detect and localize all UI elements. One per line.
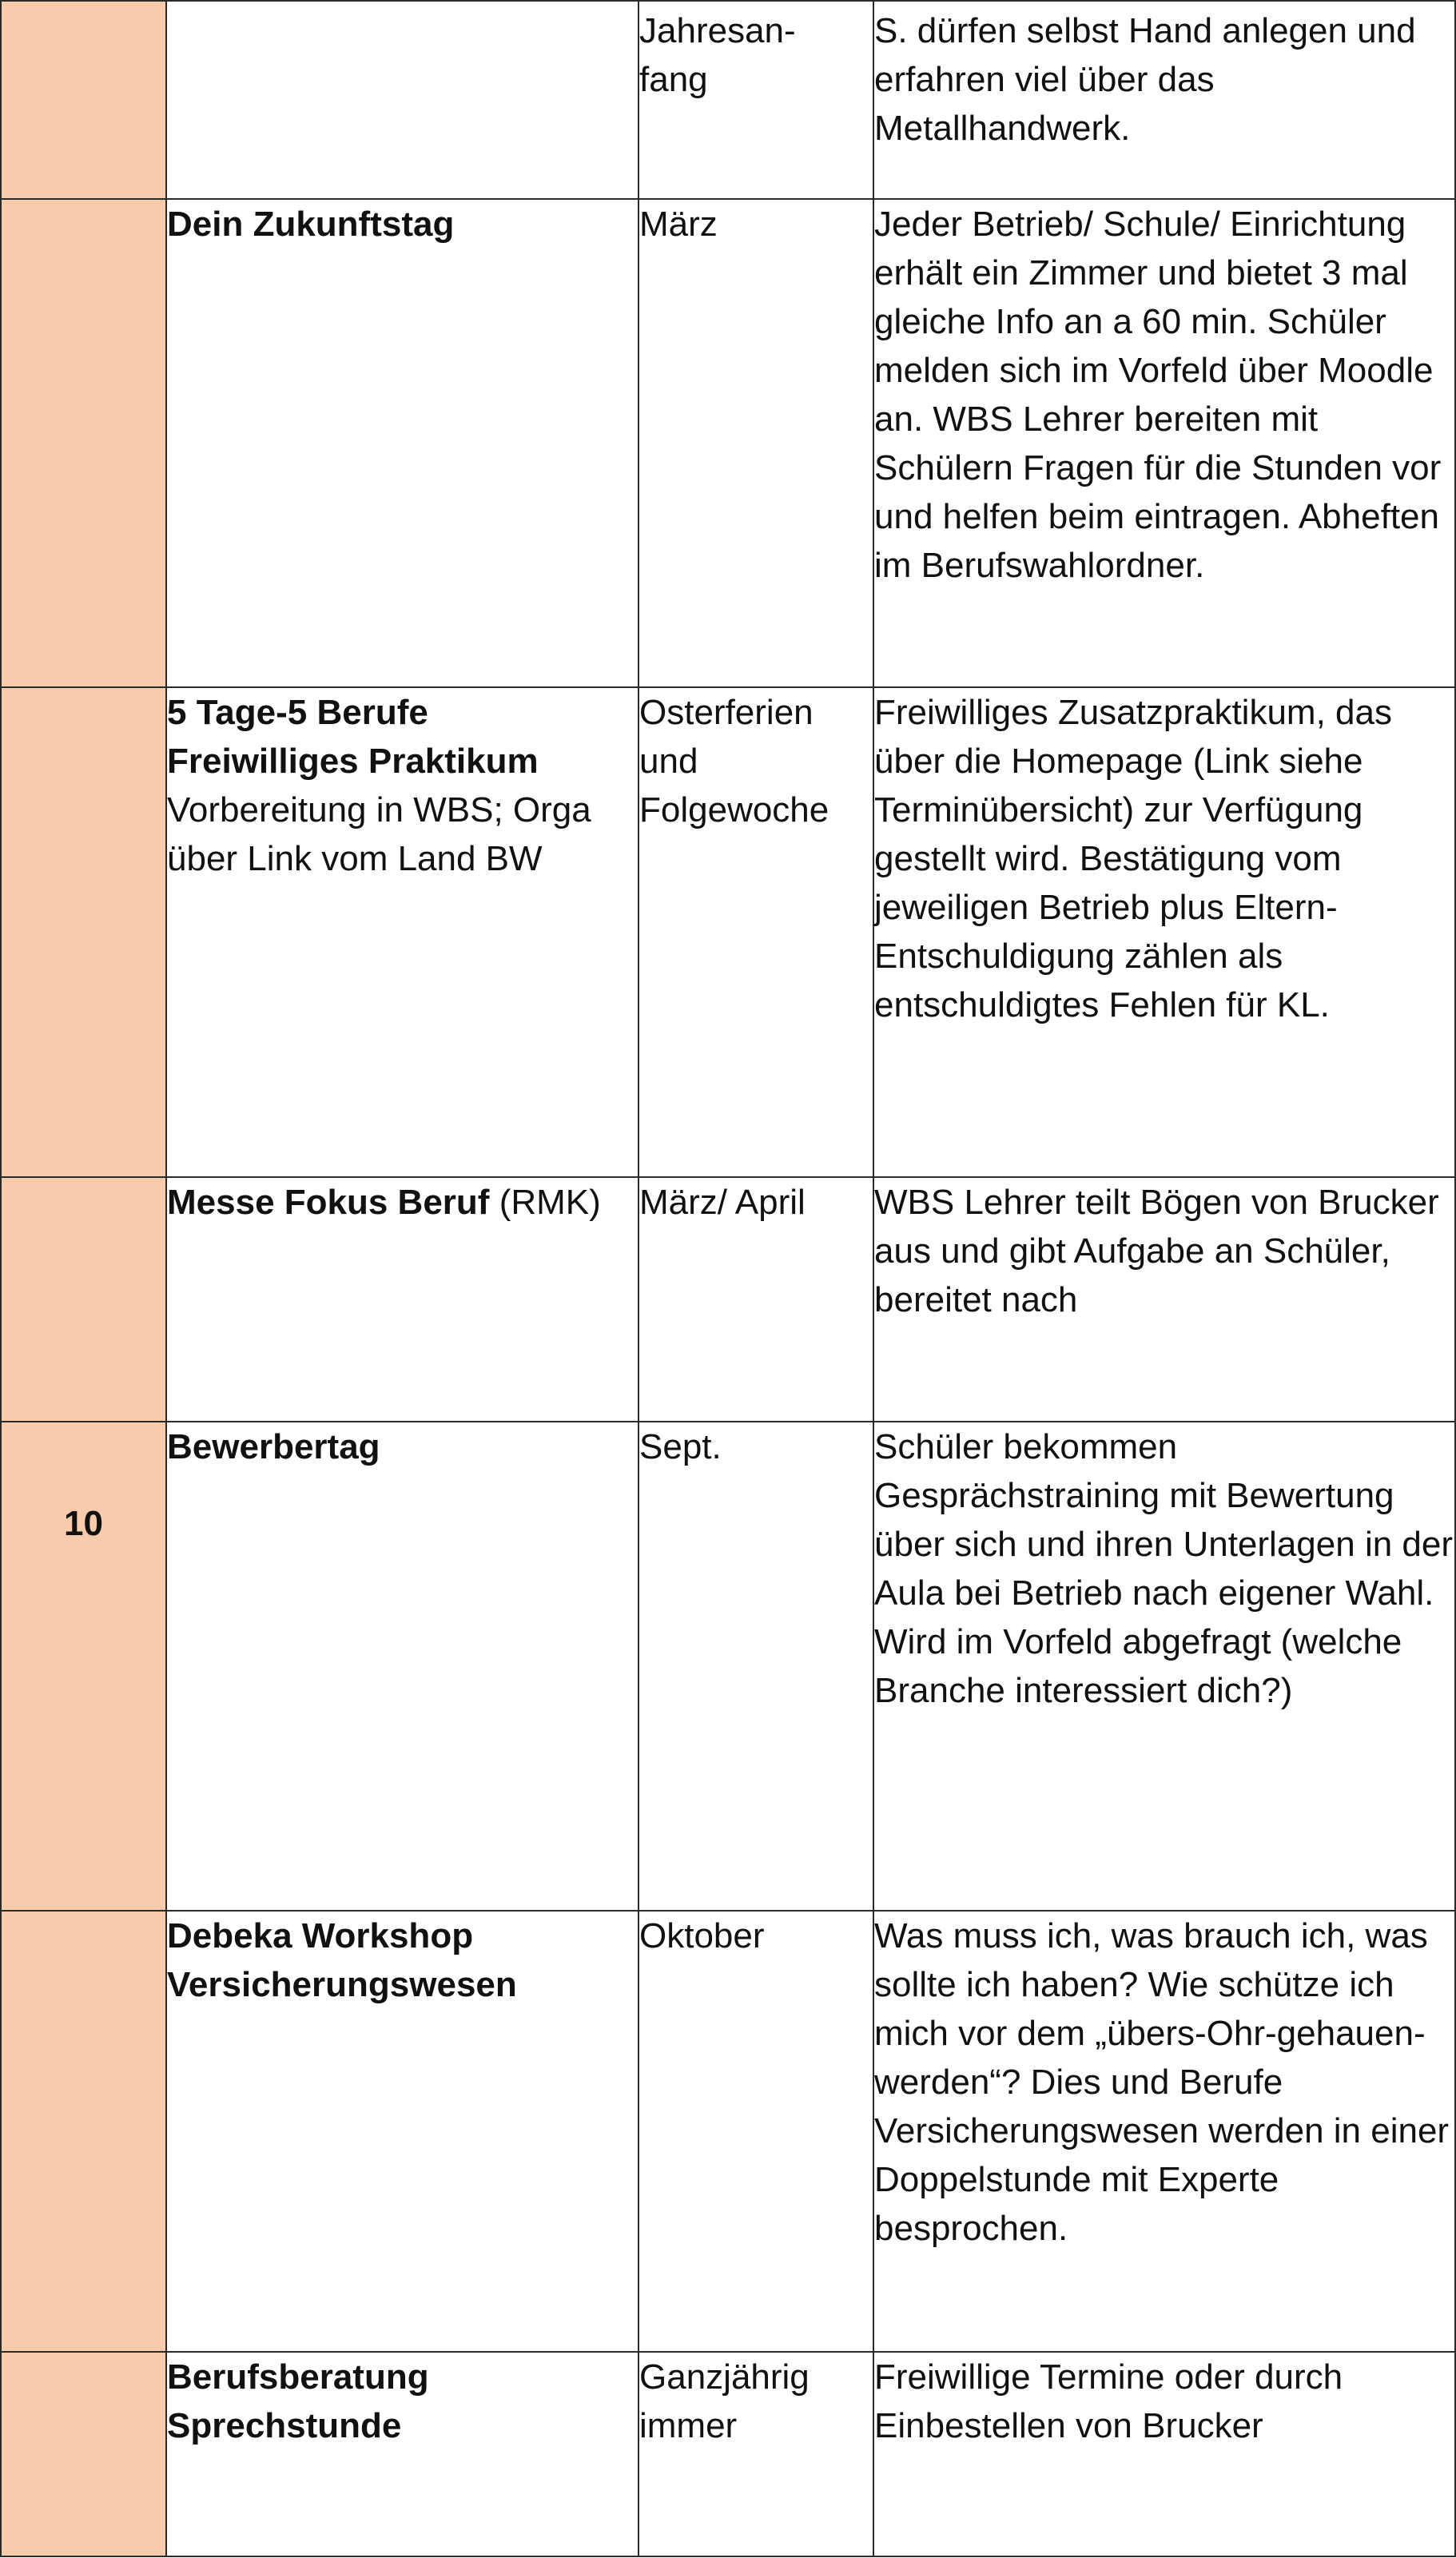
description-text: Jeder Betrieb/ Schule/ Einrichtung erhält ein Zimmer und bietet 3 mal gleiche Info an a 60 min. Schüler melden sich im Vorfeld über Moodle an. WBS Lehrer bereiten mit Schülern Fragen für die Stunden vor und helfen beim eintragen. Abheften im Berufswahlordner.: [874, 205, 1442, 585]
event-cell: [166, 1911, 638, 2352]
date-cell: [638, 199, 873, 687]
event-subtitle: Vorbereitung in WBS; Orga über Link vom Land BW: [167, 790, 591, 878]
date-text: März: [639, 205, 718, 244]
grade-cell: [1, 1911, 166, 2352]
event-title: 5 Tage-5 Berufe Freiwilliges Praktikum: [167, 693, 539, 781]
event-title: Bewerbertag: [167, 1427, 380, 1466]
event-cell: [166, 1422, 638, 1911]
grade-cell: [1, 1422, 166, 1911]
grade-cell: [1, 1177, 166, 1422]
table-row: [1, 1422, 1455, 1911]
event-title: Dein Zukunftstag: [167, 205, 455, 244]
grade-cell: [1, 687, 166, 1177]
description-text: Schüler bekommen Gesprächstraining mit Bewertung über sich und ihren Unterlagen in der Aula bei Betrieb nach eigener Wahl. Wird im Vorfeld abgefragt (welche Branche interessiert dich?): [874, 1427, 1454, 1710]
table-row: [1, 2352, 1455, 2556]
description-cell: [873, 687, 1455, 1177]
table-row: [1, 1, 1455, 199]
description-cell: [873, 1911, 1455, 2352]
table-row: [1, 1177, 1455, 1422]
table-row: [1, 687, 1455, 1177]
date-cell: [638, 1422, 873, 1911]
event-cell: [166, 199, 638, 687]
date-text: Jahresan- fang: [639, 11, 796, 99]
event-cell: [166, 687, 638, 1177]
description-cell: [873, 2352, 1455, 2556]
description-text: S. dürfen selbst Hand anlegen und erfahren viel über das Metallhandwerk.: [874, 11, 1416, 148]
description-cell: [873, 1177, 1455, 1422]
event-cell: [166, 1, 638, 199]
date-text: März/ April: [639, 1183, 806, 1222]
description-cell: [873, 1, 1455, 199]
event-title: Debeka Workshop Versicherungswesen: [167, 1916, 517, 2004]
description-cell: [873, 199, 1455, 687]
date-text: Sept.: [639, 1427, 722, 1466]
event-cell: [166, 1177, 638, 1422]
date-text: Ganzjährig immer: [639, 2357, 810, 2445]
description-text: Freiwillige Termine oder durch Einbestellen von Brucker: [874, 2357, 1343, 2445]
event-cell: [166, 2352, 638, 2556]
date-text: Oktober: [639, 1916, 765, 1955]
description-text: Freiwilliges Zusatzpraktikum, das über die Homepage (Link siehe Terminübersicht) zur Verfügung gestellt wird. Bestätigung vom jeweiligen Betrieb plus Eltern-Entschuldigung zählen als entschuldigtes Fehlen für KL.: [874, 693, 1392, 1024]
date-cell: [638, 687, 873, 1177]
description-text: WBS Lehrer teilt Bögen von Brucker aus und gibt Aufgabe an Schüler, bereitet nach: [874, 1183, 1439, 1319]
date-cell: [638, 2352, 873, 2556]
date-cell: [638, 1, 873, 199]
grade-cell: [1, 2352, 166, 2556]
table-row: [1, 199, 1455, 687]
grade-cell: [1, 199, 166, 687]
grade-cell: [1, 1, 166, 199]
date-cell: [638, 1911, 873, 2352]
grade-label: 10: [64, 1504, 103, 1543]
event-subtitle: (RMK): [489, 1183, 601, 1222]
event-title: Messe Fokus Beruf: [167, 1183, 490, 1222]
date-cell: [638, 1177, 873, 1422]
table-row: [1, 1911, 1455, 2352]
event-title: Berufsberatung Sprechstunde: [167, 2357, 429, 2445]
description-text: Was muss ich, was brauch ich, was sollte ich haben? Wie schütze ich mich vor dem „übers-Ohr-gehauen-werden“? Dies und Berufe Versicherungswesen werden in einer Doppelstunde mit Experte besprochen.: [874, 1916, 1450, 2248]
description-cell: [873, 1422, 1455, 1911]
date-text: Osterferien und Folgewoche: [639, 693, 829, 829]
